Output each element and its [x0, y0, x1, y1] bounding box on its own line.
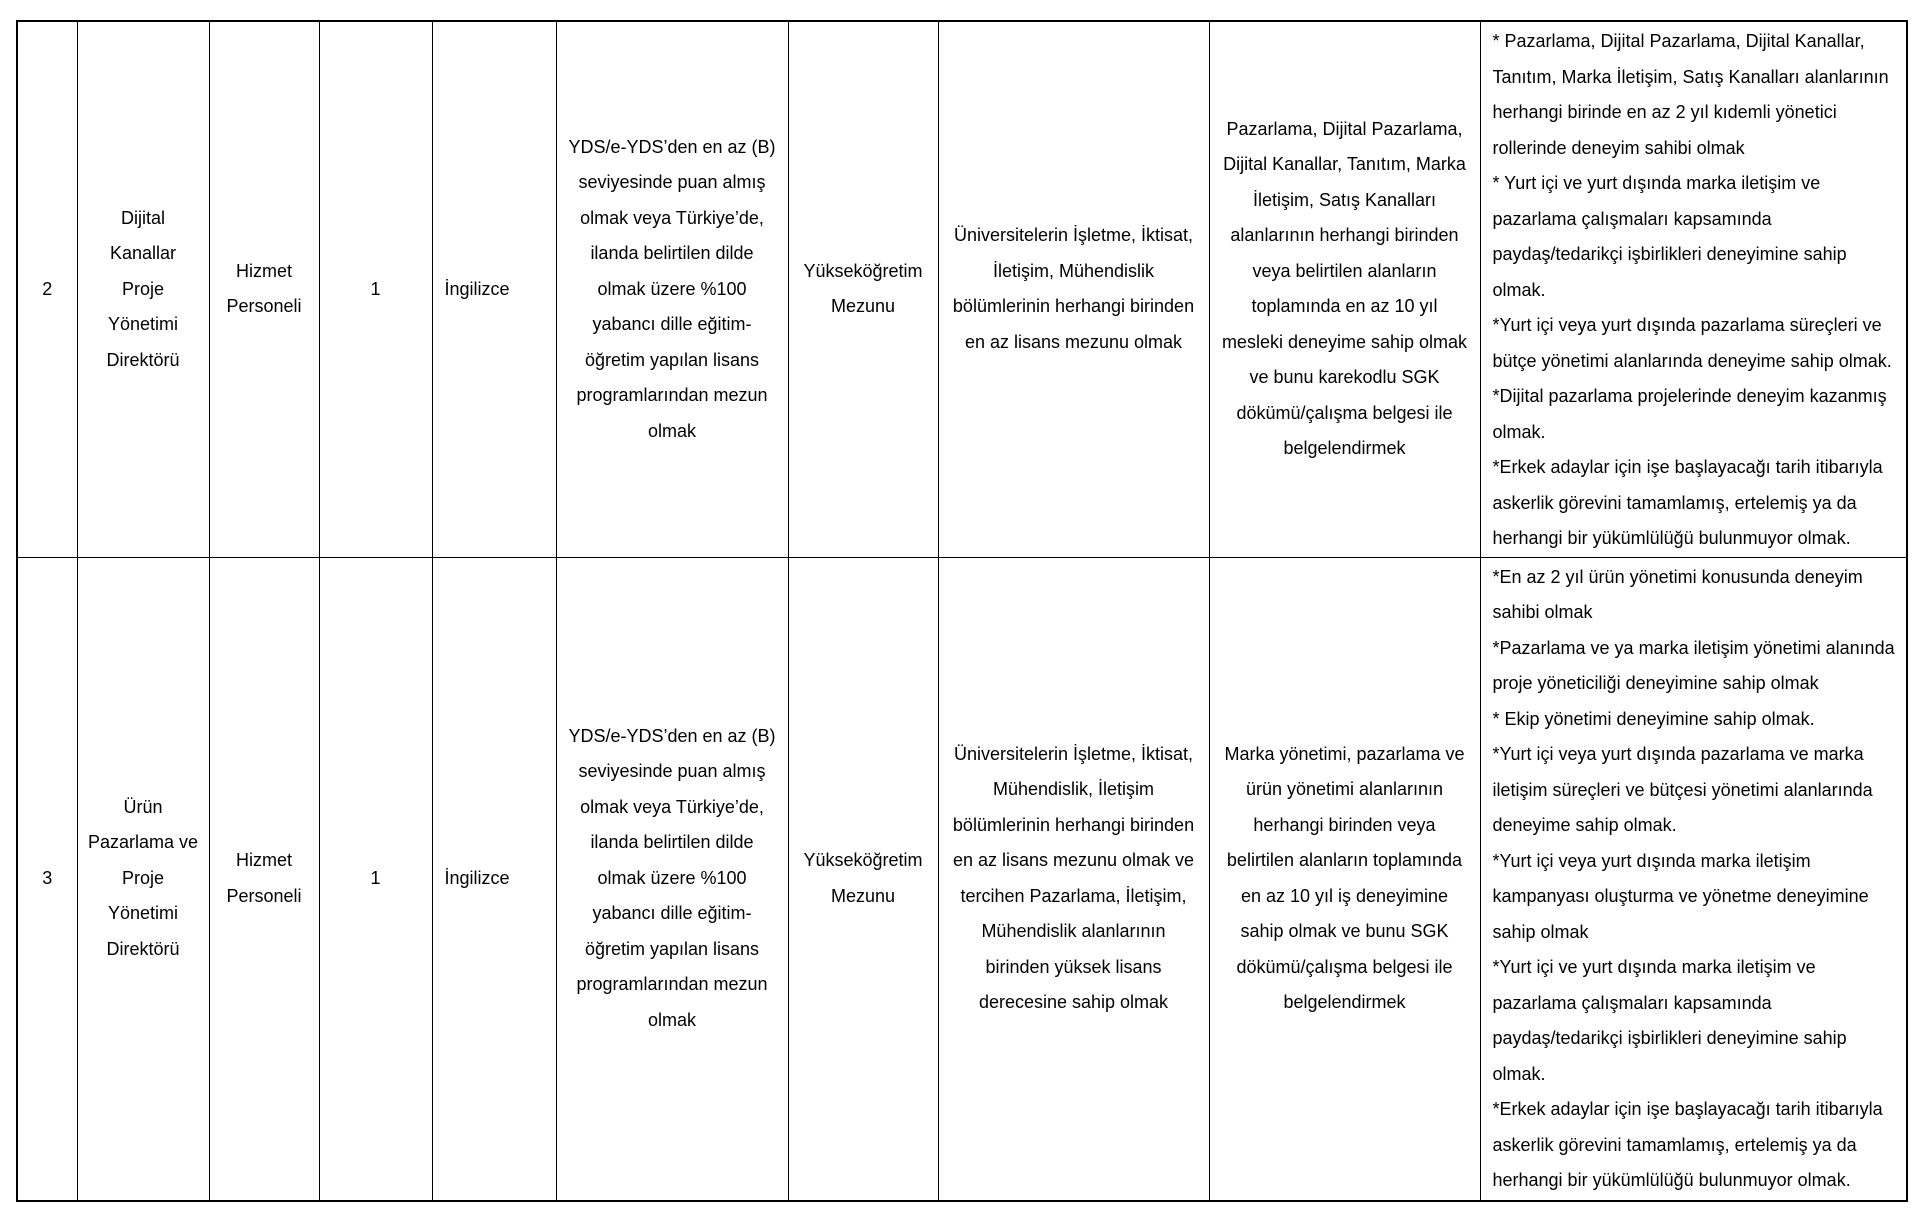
table-row — [17, 557, 1907, 1201]
department-requirement-cell: Üniversitelerin İşletme, İktisat, İletişim, Mühendislik bölümlerinin herhangi birinden en az lisans mezunu olmak — [938, 21, 1209, 557]
staff-class-cell: Hizmet Personeli — [209, 21, 319, 557]
department-requirement-cell: Üniversitelerin İşletme, İktisat, Mühendislik, İletişim bölümlerinin herhangi birinden en az lisans mezunu olmak ve tercihen Pazarlama, İletişim, Mühendislik alanlarının birinden yüksek lisans derecesine sahip olmak — [938, 557, 1209, 1201]
requirement-item: * Ekip yönetimi deneyimine sahip olmak. — [1492, 708, 1815, 729]
requirement-item: *En az 2 yıl ürün yönetimi konusunda deneyim sahibi olmak — [1492, 566, 1863, 622]
requirement-item: *Yurt içi veya yurt dışında marka iletişim kampanyası oluşturma ve yönetme deneyimine sahip olmak — [1492, 850, 1869, 942]
requirement-item: *Pazarlama ve ya marka iletişim yönetimi alanında proje yöneticiliği deneyimine sahip olmak — [1492, 637, 1895, 693]
education-level-cell: Yükseköğretim Mezunu — [788, 21, 938, 557]
table-row — [17, 21, 1907, 557]
requirement-item: *Yurt içi veya yurt dışında pazarlama ve marka iletişim süreçleri ve bütçesi yönetimi alanlarında deneyime sahip olmak. — [1492, 744, 1873, 835]
other-requirements-cell — [1480, 21, 1907, 557]
job-postings-document — [16, 20, 1906, 1202]
language-requirement-cell: YDS/e-YDS’den en az (B) seviyesinde puan almış olmak veya Türkiye’de, ilanda belirtilen dilde olmak üzere %100 yabancı dille eğitim-öğretim yapılan lisans programlarından mezun olmak — [556, 21, 788, 557]
staff-class-cell: Hizmet Personeli — [209, 557, 319, 1201]
job-requirements-table — [16, 20, 1908, 1202]
language-cell: İngilizce — [432, 557, 556, 1201]
requirement-item: *Erkek adaylar için işe başlayacağı tarih itibarıyla askerlik görevini tamamlamış, ertelemiş ya da herhangi bir yükümlülüğü bulunmuyor olmak. — [1492, 457, 1883, 548]
language-requirement-cell: YDS/e-YDS’den en az (B) seviyesinde puan almış olmak veya Türkiye’de, ilanda belirtilen dilde olmak üzere %100 yabancı dille eğitim-öğretim yapılan lisans programlarından mezun olmak — [556, 557, 788, 1201]
position-title-cell: Dijital Kanallar Proje Yönetimi Direktörü — [77, 21, 209, 557]
requirement-item: * Pazarlama, Dijital Pazarlama, Dijital Kanallar, Tanıtım, Marka İletişim, Satış Kanalları alanlarının herhangi birinde en az 2 yıl kıdemli yönetici rollerinde deneyim sahibi olmak — [1492, 31, 1889, 158]
requirement-item: *Dijital pazarlama projelerinde deneyim kazanmış olmak. — [1492, 386, 1887, 442]
language-cell: İngilizce — [432, 21, 556, 557]
position-count-cell: 1 — [319, 557, 432, 1201]
requirement-item: * Yurt içi ve yurt dışında marka iletişim ve pazarlama çalışmaları kapsamında paydaş/tedarikçi işbirlikleri deneyimine sahip olmak. — [1492, 173, 1847, 300]
education-level-cell: Yükseköğretim Mezunu — [788, 557, 938, 1201]
experience-requirement-cell: Pazarlama, Dijital Pazarlama, Dijital Kanallar, Tanıtım, Marka İletişim, Satış Kanalları alanlarının herhangi birinden veya belirtilen alanların toplamında en az 10 yıl mesleki deneyime sahip olmak ve bunu karekodlu SGK dökümü/çalışma belgesi ile belgelendirmek — [1209, 21, 1480, 557]
experience-requirement-cell: Marka yönetimi, pazarlama ve ürün yönetimi alanlarının herhangi birinden veya belirtilen alanların toplamında en az 10 yıl iş deneyimine sahip olmak ve bunu SGK dökümü/çalışma belgesi ile belgelendirmek — [1209, 557, 1480, 1201]
row-number-cell: 2 — [17, 21, 77, 557]
position-title-cell: Ürün Pazarlama ve Proje Yönetimi Direktörü — [77, 557, 209, 1201]
requirement-item: *Yurt içi ve yurt dışında marka iletişim ve pazarlama çalışmaları kapsamında paydaş/tedarikçi işbirlikleri deneyimine sahip olmak. — [1492, 957, 1847, 1084]
position-count-cell: 1 — [319, 21, 432, 557]
row-number-cell: 3 — [17, 557, 77, 1201]
other-requirements-cell — [1480, 557, 1907, 1201]
requirement-item: *Yurt içi veya yurt dışında pazarlama süreçleri ve bütçe yönetimi alanlarında deneyime sahip olmak. — [1492, 315, 1892, 371]
requirement-item: *Erkek adaylar için işe başlayacağı tarih itibarıyla askerlik görevini tamamlamış, ertelemiş ya da herhangi bir yükümlülüğü bulunmuyor olmak. — [1492, 1099, 1883, 1190]
